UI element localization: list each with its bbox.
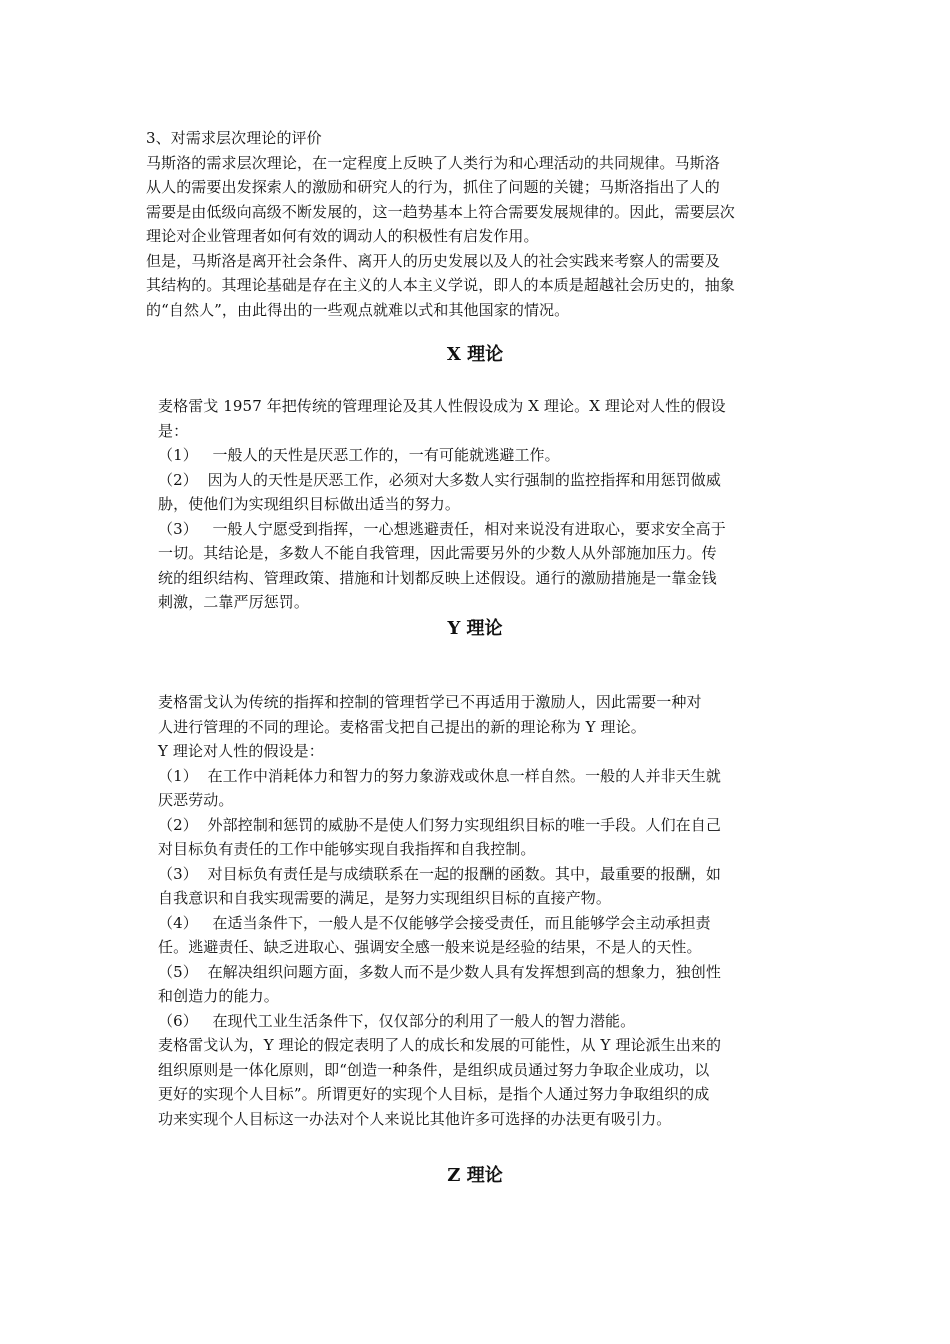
paragraph-line: （1） 在工作中消耗体力和智力的努力象游戏或休息一样自然。一般的人并非天生就: [158, 766, 721, 785]
need-theory-evaluation-section: [146, 126, 802, 322]
paragraph-line: 厌恶劳动。: [158, 791, 234, 809]
paragraph-line: （5） 在解决组织问题方面，多数人而不是少数人具有发挥想到高的想象力，独创性: [158, 962, 721, 981]
y-theory-heading: Y 理论: [447, 618, 503, 639]
paragraph-line: 理论对企业管理者如何有效的调动人的积极性有启发作用。: [146, 227, 539, 245]
paragraph-line: 马斯洛的需求层次理论，在一定程度上反映了人类行为和心理活动的共同规律。马斯洛: [146, 153, 720, 172]
x-theory-section: [158, 394, 802, 615]
paragraph-line: 更好的实现个人目标”。所谓更好的实现个人目标，是指个人通过努力争取组织的成: [158, 1085, 710, 1103]
paragraph-line: （4） 在适当条件下，一般人是不仅能够学会接受责任，而且能够学会主动承担责: [158, 913, 711, 932]
paragraph-line: 需要是由低级向高级不断发展的，这一趋势基本上符合需要发展规律的。因此，需要层次: [146, 202, 735, 221]
y-theory-section: [158, 690, 802, 1131]
paragraph-line: （3） 对目标负有责任是与成绩联系在一起的报酬的函数。其中，最重要的报酬，如: [158, 864, 721, 883]
paragraph-line: 统的组织结构、管理政策、措施和计划都反映上述假设。通行的激励措施是一靠金钱: [158, 568, 717, 587]
paragraph-line: 自我意识和自我实现需要的满足，是努力实现组织目标的直接产物。: [158, 889, 612, 907]
paragraph-line: 人进行管理的不同的理论。麦格雷戈把自己提出的新的理论称为 Y 理论。: [158, 717, 646, 736]
x-theory-heading: X 理论: [446, 344, 504, 365]
paragraph-line: 和创造力的能力。: [158, 987, 279, 1005]
paragraph-line: 3、对需求层次理论的评价: [146, 129, 322, 147]
paragraph-line: 麦格雷戈 1957 年把传统的管理理论及其人性假设成为 X 理论。X 理论对人性的假设: [158, 397, 726, 415]
paragraph-line: 一切。其结论是，多数人不能自我管理，因此需要另外的少数人从外部施加压力。传: [158, 544, 717, 562]
paragraph-line: （6） 在现代工业生活条件下，仅仅部分的利用了一般人的智力潜能。: [158, 1011, 636, 1030]
paragraph-line: 功来实现个人目标这一办法对个人来说比其他许多可选择的办法更有吸引力。: [158, 1109, 672, 1128]
paragraph-line: 麦格雷戈认为传统的指挥和控制的管理哲学已不再适用于激励人，因此需要一种对: [158, 693, 702, 711]
paragraph-line: （1） 一般人的天性是厌恶工作的，一有可能就逃避工作。: [158, 446, 560, 464]
paragraph-line: （3） 一般人宁愿受到指挥，一心想逃避责任，相对来说没有进取心，要求安全高于: [158, 519, 726, 538]
paragraph-line: 麦格雷戈认为，Y 理论的假定表明了人的成长和发展的可能性，从 Y 理论派生出来的: [158, 1036, 722, 1054]
paragraph-line: 胁，使他们为实现组织目标做出适当的努力。: [158, 495, 461, 513]
paragraph-line: 是：: [158, 421, 189, 440]
paragraph-line: （2） 外部控制和惩罚的威胁不是使人们努力实现组织目标的唯一手段。人们在自己: [158, 815, 721, 834]
paragraph-line: 其结构的。其理论基础是存在主义的人本主义学说，即人的本质是超越社会历史的，抽象: [146, 276, 735, 294]
paragraph-line: （2） 因为人的天性是厌恶工作，必须对大多数人实行强制的监控指挥和用惩罚做威: [158, 470, 721, 489]
paragraph-line: 刺激，二靠严厉惩罚。: [158, 593, 310, 611]
paragraph-line: 任。逃避责任、缺乏进取心、强调安全感一般来说是经验的结果，不是人的天性。: [158, 938, 702, 956]
paragraph-line: 的“自然人”，由此得出的一些观点就难以式和其他国家的情况。: [146, 300, 570, 319]
paragraph-line: 组织原则是一体化原则，即“创造一种条件，是组织成员通过努力争取企业成功，以: [158, 1060, 710, 1079]
paragraph-line: 但是，马斯洛是离开社会条件、离开人的历史发展以及人的社会实践来考察人的需要及: [146, 251, 720, 270]
paragraph-line: Y 理论对人性的假设是：: [158, 742, 324, 760]
paragraph-line: 对目标负有责任的工作中能够实现自我指挥和自我控制。: [158, 840, 536, 858]
z-theory-heading: Z 理论: [447, 1165, 503, 1186]
paragraph-line: 从人的需要出发探索人的激励和研究人的行为，抓住了问题的关键；马斯洛指出了人的: [146, 178, 720, 196]
